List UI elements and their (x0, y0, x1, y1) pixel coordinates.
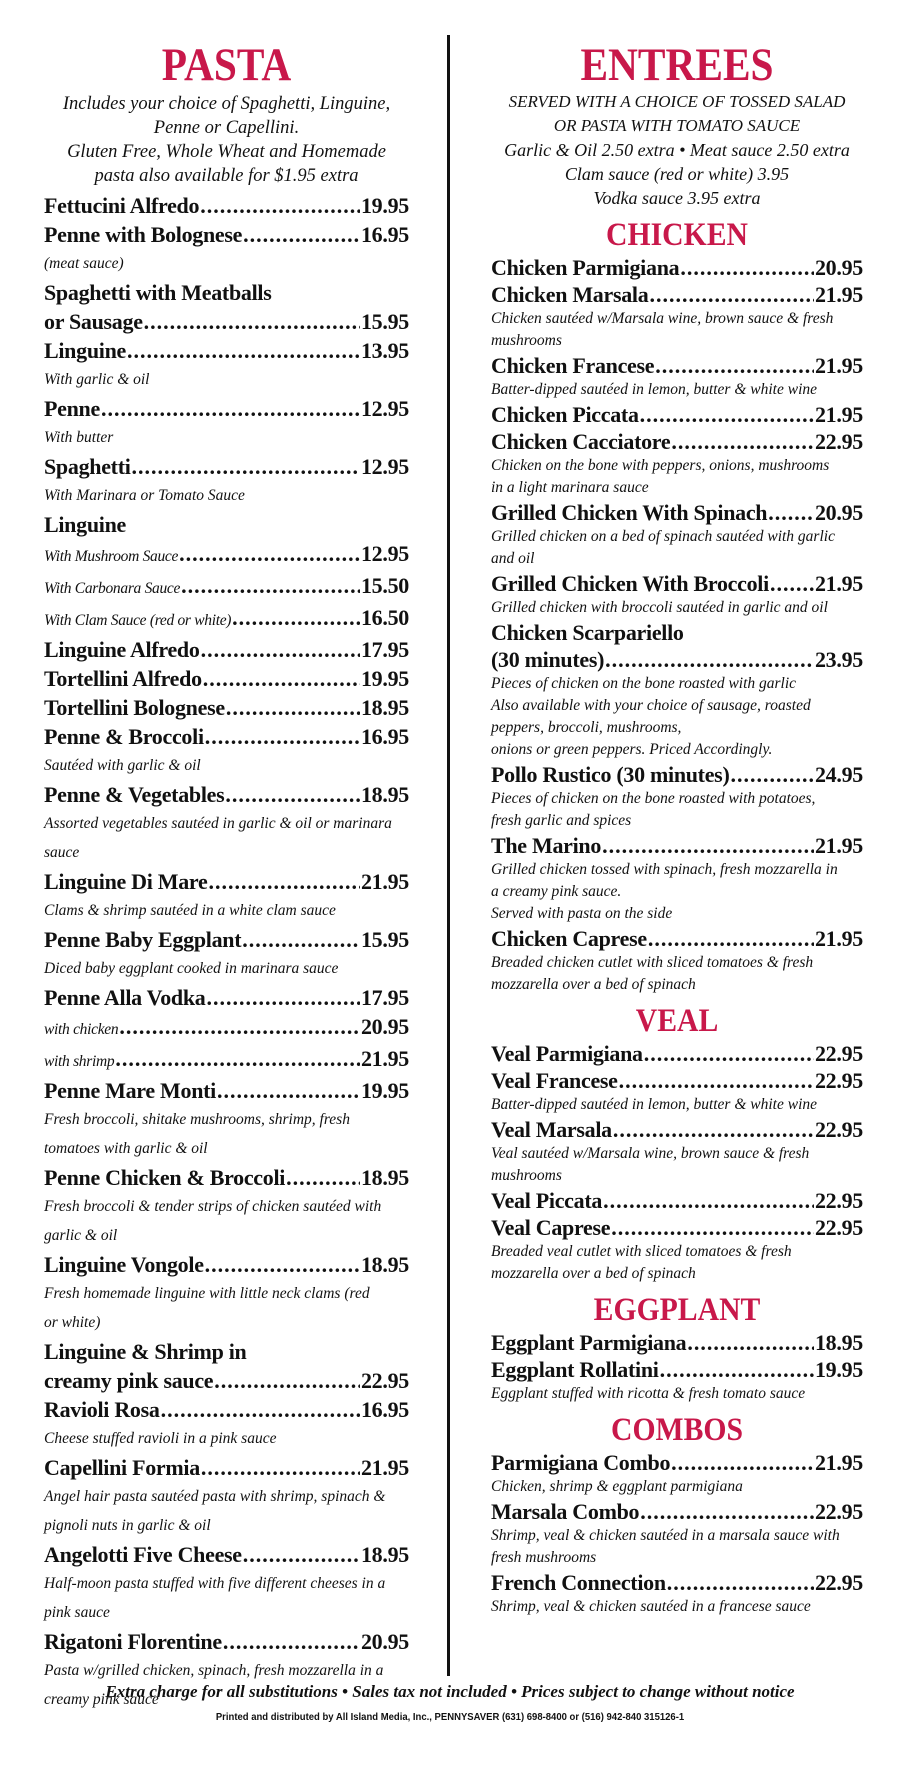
dot-leader (119, 1012, 360, 1041)
footer-notice: Extra charge for all substitutions • Sales tax not included • Prices subject to change without notice (105, 1682, 795, 1701)
menu-item-price: 15.50 (360, 573, 409, 598)
dot-leader (226, 693, 360, 722)
dot-leader (613, 1116, 814, 1143)
menu-item (491, 1040, 863, 1067)
dot-leader (144, 307, 360, 336)
dot-leader (101, 394, 360, 423)
menu-item (44, 571, 409, 603)
menu-item-price: 17.95 (360, 985, 409, 1010)
menu-item-price: 20.95 (814, 500, 863, 525)
menu-item-price: 21.95 (360, 1046, 409, 1071)
menu-item-name: Penne Mare Monti (44, 1078, 216, 1103)
menu-item (44, 539, 409, 571)
menu-item-price: 20.95 (360, 1629, 409, 1654)
menu-item-name: Eggplant Rollatini (491, 1357, 659, 1382)
dot-leader (201, 635, 360, 664)
menu-item (491, 499, 863, 526)
menu-item-description: mushrooms (491, 1167, 562, 1184)
entrees-intro-line: SERVED WITH A CHOICE OF TOSSED SALAD (508, 92, 846, 111)
menu-item-price: 22.95 (814, 1188, 863, 1213)
menu-item-price: 19.95 (360, 666, 409, 691)
menu-item-price: 15.95 (360, 927, 409, 952)
dot-leader (115, 1044, 360, 1073)
dot-leader (232, 603, 360, 632)
dot-leader (619, 1067, 814, 1094)
menu-item-description: Chicken on the bone with peppers, onions, mushrooms (491, 457, 830, 474)
menu-item-description: Sautéed with garlic & oil (44, 757, 201, 774)
menu-item-price: 21.95 (360, 1455, 409, 1480)
menu-item-name: Chicken Francese (491, 353, 655, 378)
menu-item-description: or white) (44, 1314, 101, 1331)
dot-leader (605, 646, 814, 673)
dot-leader (770, 570, 814, 597)
menu-item-name: Tortellini Alfredo (44, 666, 202, 691)
dot-leader (200, 191, 360, 220)
menu-item-description: Served with pasta on the side (491, 905, 673, 922)
menu-item-description: tomatoes with garlic & oil (44, 1140, 208, 1157)
menu-item-name: Veal Marsala (491, 1117, 612, 1142)
menu-item-price: 21.95 (814, 926, 863, 951)
menu-item-name: Tortellini Bolognese (44, 695, 225, 720)
dot-leader (217, 1076, 360, 1105)
menu-item (491, 401, 863, 428)
dot-leader (660, 1356, 814, 1383)
menu-item-price: 21.95 (360, 869, 409, 894)
menu-item-price: 18.95 (360, 1252, 409, 1277)
menu-item (491, 254, 863, 281)
menu-item-description: Fresh broccoli, shitake mushrooms, shrimp, fresh (44, 1111, 350, 1128)
menu-item-name: Eggplant Parmigiana (491, 1330, 687, 1355)
menu-item-description: With butter (44, 429, 114, 446)
menu-item-heading: Linguine & Shrimp in (44, 1339, 247, 1364)
dot-leader (203, 664, 360, 693)
pasta-menu-list (44, 191, 409, 1714)
menu-item (44, 1044, 409, 1076)
menu-item-name: Grilled Chicken With Spinach (491, 500, 768, 525)
pasta-intro (44, 92, 409, 188)
dot-leader (671, 1449, 814, 1476)
menu-item-description: Half-moon pasta stuffed with five different cheeses in a (44, 1575, 386, 1592)
menu-item-price: 16.95 (360, 1397, 409, 1422)
section-title-chicken: CHICKEN (606, 217, 748, 253)
menu-item-name: Veal Parmigiana (491, 1041, 643, 1066)
menu-item-description: in a light marinara sauce (491, 479, 649, 496)
dot-leader (730, 761, 814, 788)
dot-leader (223, 1627, 360, 1656)
menu-item-description: Veal sautéed w/Marsala wine, brown sauce & fresh (491, 1145, 810, 1162)
menu-item-name: Penne Chicken & Broccoli (44, 1165, 286, 1190)
entrees-intro-line: Vodka sauce 3.95 extra (593, 188, 761, 208)
menu-item-description: Breaded veal cutlet with sliced tomatoes & fresh (491, 1243, 792, 1260)
dot-leader (644, 1040, 814, 1067)
menu-item (44, 1453, 409, 1482)
menu-item-description: Chicken sautéed w/Marsala wine, brown sauce & fresh (491, 310, 834, 327)
menu-item-description: Diced baby eggplant cooked in marinara sauce (44, 960, 339, 977)
menu-item-name: Veal Piccata (491, 1188, 603, 1213)
dot-leader (768, 499, 814, 526)
menu-item-description: pink sauce (44, 1604, 110, 1621)
menu-item-description: fresh garlic and spices (491, 812, 632, 829)
menu-item-price: 22.95 (814, 1041, 863, 1066)
menu-item-description: Grilled chicken on a bed of spinach sautéed with garlic (491, 528, 835, 545)
menu-item-description: Shrimp, veal & chicken sautéed in a marsala sauce with (491, 1527, 840, 1544)
section-title-veal: VEAL (635, 1003, 719, 1039)
menu-item (44, 191, 409, 220)
menu-item-name: Chicken Parmigiana (491, 255, 680, 280)
menu-item-name: Penne Baby Eggplant (44, 927, 242, 952)
dot-leader (132, 452, 360, 481)
menu-item-name: Chicken Marsala (491, 282, 649, 307)
menu-item (491, 1498, 863, 1525)
dot-leader (243, 220, 360, 249)
menu-item-description: With garlic & oil (44, 371, 150, 388)
pasta-column (44, 38, 409, 1714)
dot-leader (671, 428, 814, 455)
menu-item (44, 867, 409, 896)
entrees-title: ENTREES (580, 39, 774, 91)
menu-item-name: Veal Caprese (491, 1215, 611, 1240)
dot-leader (680, 254, 814, 281)
menu-item-description: Assorted vegetables sautéed in garlic & oil or marinara sauce (44, 815, 392, 861)
menu-item-description: Pieces of chicken on the bone roasted with garlic (491, 675, 797, 692)
menu-item-price: 22.95 (814, 1499, 863, 1524)
dot-leader (687, 1329, 814, 1356)
section-chicken-list (491, 254, 863, 996)
menu-item (44, 780, 409, 809)
menu-item-price: 18.95 (360, 1542, 409, 1567)
menu-item-heading: Linguine (44, 512, 126, 537)
menu-item-name: Ravioli Rosa (44, 1397, 160, 1422)
pasta-title: PASTA (161, 39, 292, 91)
menu-item-price: 16.95 (360, 222, 409, 247)
menu-item-price: 16.50 (360, 605, 409, 630)
pasta-intro-line: Includes your choice of Spaghetti, Linguine, (62, 94, 391, 114)
dot-leader (243, 1540, 360, 1569)
section-combos-list (491, 1449, 863, 1618)
menu-item-description: Batter-dipped sautéed in lemon, butter & white wine (491, 381, 817, 398)
menu-item (44, 1540, 409, 1569)
menu-item-name: Penne with Bolognese (44, 222, 243, 247)
menu-item (44, 603, 409, 635)
menu-item-price: 22.95 (814, 1117, 863, 1142)
dot-leader (640, 401, 814, 428)
menu-item-name: Parmigiana Combo (491, 1450, 671, 1475)
menu-item-price: 18.95 (360, 695, 409, 720)
menu-item-name: Chicken Caprese (491, 926, 647, 951)
menu-item-description: pignoli nuts in garlic & oil (44, 1517, 211, 1534)
menu-item (491, 428, 863, 455)
menu-item-price: 15.95 (360, 309, 409, 334)
menu-item-price: 23.95 (814, 647, 863, 672)
menu-item-name: with shrimp (44, 1053, 115, 1070)
menu-item (44, 1012, 409, 1044)
dot-leader (655, 352, 814, 379)
menu-item (44, 1627, 409, 1656)
menu-item-price: 20.95 (814, 255, 863, 280)
menu-item-description: Fresh homemade linguine with little neck clams (red (44, 1285, 370, 1302)
menu-item (44, 452, 409, 481)
menu-item-description: creamy pink sauce (44, 1691, 159, 1708)
menu-item-price: 24.95 (814, 762, 863, 787)
menu-item-price: 19.95 (814, 1357, 863, 1382)
menu-item-price: 20.95 (360, 1014, 409, 1039)
menu-item (491, 832, 863, 859)
menu-item-description: Clams & shrimp sautéed in a white clam sauce (44, 902, 336, 919)
menu-item-name: Fettucini Alfredo (44, 193, 200, 218)
menu-item-price: 18.95 (814, 1330, 863, 1355)
menu-item-price: 22.95 (360, 1368, 409, 1393)
menu-item (491, 925, 863, 952)
dot-leader (127, 336, 360, 365)
menu-item-name: French Connection (491, 1570, 666, 1595)
menu-item (491, 1569, 863, 1596)
menu-item-description: Eggplant stuffed with ricotta & fresh tomato sauce (491, 1385, 806, 1402)
menu-item-price: 21.95 (814, 353, 863, 378)
menu-item-name: or Sausage (44, 309, 143, 334)
menu-item (491, 761, 863, 788)
menu-item-name: Spaghetti (44, 454, 131, 479)
menu-item-price: 22.95 (814, 1068, 863, 1093)
menu-item-description: and oil (491, 550, 535, 567)
dot-leader (225, 780, 360, 809)
menu-item-price: 17.95 (360, 637, 409, 662)
menu-item-name: Penne & Broccoli (44, 724, 204, 749)
entrees-intro-line: Garlic & Oil 2.50 extra • Meat sauce 2.50 extra (504, 140, 850, 160)
dot-leader (649, 281, 814, 308)
menu-item (44, 1076, 409, 1105)
menu-item-price: 22.95 (814, 1215, 863, 1240)
menu-item-description: Cheese stuffed ravioli in a pink sauce (44, 1430, 277, 1447)
dot-leader (205, 722, 360, 751)
menu-item-price: 21.95 (814, 1450, 863, 1475)
menu-item-name: Chicken Piccata (491, 402, 639, 427)
menu-item-price: 18.95 (360, 1165, 409, 1190)
menu-item-description: Fresh broccoli & tender strips of chicken sautéed with (44, 1198, 382, 1215)
dot-leader (648, 925, 814, 952)
menu-item-description: peppers, broccoli, mushrooms, (491, 719, 682, 736)
menu-item-name: Pollo Rustico (30 minutes) (491, 762, 730, 787)
menu-item-name: Chicken Cacciatore (491, 429, 671, 454)
menu-item (44, 925, 409, 954)
menu-item-name: With Mushroom Sauce (44, 548, 179, 565)
menu-item-description: Batter-dipped sautéed in lemon, butter & white wine (491, 1096, 817, 1113)
menu-item-description: (meat sauce) (44, 255, 124, 272)
menu-item-price: 18.95 (360, 782, 409, 807)
menu-item (44, 1366, 409, 1395)
menu-item (44, 336, 409, 365)
menu-item (44, 1395, 409, 1424)
dot-leader (181, 571, 360, 600)
entrees-column (491, 38, 863, 1618)
menu-item-description: mozzarella over a bed of spinach (491, 976, 696, 993)
menu-item-description: garlic & oil (44, 1227, 118, 1244)
menu-item-price: 22.95 (814, 429, 863, 454)
menu-item-description: With Marinara or Tomato Sauce (44, 487, 245, 504)
dot-leader (667, 1569, 814, 1596)
menu-item-name: Linguine (44, 338, 126, 363)
dot-leader (179, 539, 360, 568)
section-title-eggplant: EGGPLANT (593, 1292, 761, 1328)
menu-item-name: Grilled Chicken With Broccoli (491, 571, 769, 596)
dot-leader (201, 1453, 360, 1482)
menu-item-name: With Clam Sauce (red or white) (44, 612, 232, 629)
menu-item (491, 1356, 863, 1383)
menu-item (44, 307, 409, 336)
pasta-intro-line: Penne or Capellini. (153, 118, 300, 138)
menu-item-heading: Spaghetti with Meatballs (44, 280, 272, 305)
dot-leader (208, 867, 360, 896)
menu-item-name: With Carbonara Sauce (44, 580, 181, 597)
menu-item-heading: Chicken Scarpariello (491, 620, 684, 645)
menu-item-description: Also available with your choice of sausage, roasted (491, 697, 811, 714)
menu-item-price: 12.95 (360, 541, 409, 566)
menu-item-name: Marsala Combo (491, 1499, 640, 1524)
menu-item-description: Shrimp, veal & chicken sautéed in a francese sauce (491, 1598, 811, 1615)
menu-item-name: Penne Alla Vodka (44, 985, 206, 1010)
menu-item-name: with chicken (44, 1021, 119, 1038)
section-eggplant-list (491, 1329, 863, 1405)
entrees-menu-list (491, 216, 863, 1618)
menu-item-name: Rigatoni Florentine (44, 1629, 222, 1654)
menu-item (491, 352, 863, 379)
menu-item (44, 1250, 409, 1279)
section-title-combos: COMBOS (610, 1412, 744, 1448)
menu-item-price: 21.95 (814, 571, 863, 596)
menu-item-name: Capellini Formia (44, 1455, 200, 1480)
menu-item-price: 22.95 (814, 1570, 863, 1595)
menu-item-price: 21.95 (814, 282, 863, 307)
menu-item (491, 1187, 863, 1214)
menu-item (44, 635, 409, 664)
menu-item-name: Penne (44, 396, 100, 421)
menu-item (44, 1163, 409, 1192)
dot-leader (242, 925, 360, 954)
menu-item (491, 1116, 863, 1143)
pasta-intro-line: Gluten Free, Whole Wheat and Homemade (67, 142, 386, 162)
menu-item-name: Veal Francese (491, 1068, 618, 1093)
entrees-intro (491, 90, 863, 210)
entrees-intro-line: Clam sauce (red or white) 3.95 (564, 164, 790, 184)
dot-leader (214, 1366, 360, 1395)
menu-item-description: mushrooms (491, 332, 562, 349)
menu-item-price: 21.95 (814, 833, 863, 858)
menu-item-description: Breaded chicken cutlet with sliced tomatoes & fresh (491, 954, 814, 971)
menu-item (491, 646, 863, 673)
menu-item-description: Pieces of chicken on the bone roasted with potatoes, (491, 790, 816, 807)
menu-item-name: The Marino (491, 833, 602, 858)
menu-item (491, 1449, 863, 1476)
dot-leader (603, 1187, 814, 1214)
menu-item (44, 664, 409, 693)
menu-item-price: 12.95 (360, 454, 409, 479)
menu-item-price: 19.95 (360, 1078, 409, 1103)
pasta-intro-line: pasta also available for $1.95 extra (94, 166, 359, 186)
menu-item (491, 1214, 863, 1241)
menu-item-price: 21.95 (814, 402, 863, 427)
menu-item-name: Angelotti Five Cheese (44, 1542, 242, 1567)
menu-item (44, 722, 409, 751)
menu-item-name: Penne & Vegetables (44, 782, 225, 807)
menu-item-description: fresh mushrooms (491, 1549, 597, 1566)
dot-leader (640, 1498, 814, 1525)
menu-item-description: mozzarella over a bed of spinach (491, 1265, 696, 1282)
menu-item-price: 19.95 (360, 193, 409, 218)
menu-item-name: creamy pink sauce (44, 1368, 214, 1393)
menu-item-price: 12.95 (360, 396, 409, 421)
menu-item-price: 13.95 (360, 338, 409, 363)
menu-item-description: Pasta w/grilled chicken, spinach, fresh mozzarella in a (44, 1662, 384, 1679)
menu-item-description: a creamy pink sauce. (491, 883, 622, 900)
dot-leader (286, 1163, 360, 1192)
entrees-intro-line: OR PASTA WITH TOMATO SAUCE (553, 116, 801, 135)
menu-item-name: Linguine Vongole (44, 1252, 204, 1277)
menu-item-description: Grilled chicken with broccoli sautéed in garlic and oil (491, 599, 828, 616)
menu-item (44, 983, 409, 1012)
column-divider (447, 35, 450, 1676)
menu-item (491, 1329, 863, 1356)
menu-item-description: onions or green peppers. Priced Accordingly. (491, 741, 773, 758)
menu-item-description: Chicken, shrimp & eggplant parmigiana (491, 1478, 743, 1495)
menu-item (44, 693, 409, 722)
menu-item (44, 220, 409, 249)
dot-leader (602, 832, 814, 859)
menu-item (491, 570, 863, 597)
menu-item (44, 394, 409, 423)
menu-item-description: Angel hair pasta sautéed pasta with shrimp, spinach & (44, 1488, 386, 1505)
menu-item-name: (30 minutes) (491, 647, 605, 672)
menu-item-price: 16.95 (360, 724, 409, 749)
dot-leader (205, 1250, 360, 1279)
menu-item-name: Linguine Alfredo (44, 637, 200, 662)
menu-item (491, 1067, 863, 1094)
section-veal-list (491, 1040, 863, 1285)
menu-item-name: Linguine Di Mare (44, 869, 208, 894)
menu-item (491, 281, 863, 308)
menu-item-description: Grilled chicken tossed with spinach, fresh mozzarella in (491, 861, 838, 878)
dot-leader (206, 983, 360, 1012)
dot-leader (161, 1395, 360, 1424)
footer-printer-credit: Printed and distributed by All Island Media, Inc., PENNYSAVER (631) 698-8400 or (516) 942-840 315126-1 (215, 1712, 685, 1723)
dot-leader (611, 1214, 814, 1241)
